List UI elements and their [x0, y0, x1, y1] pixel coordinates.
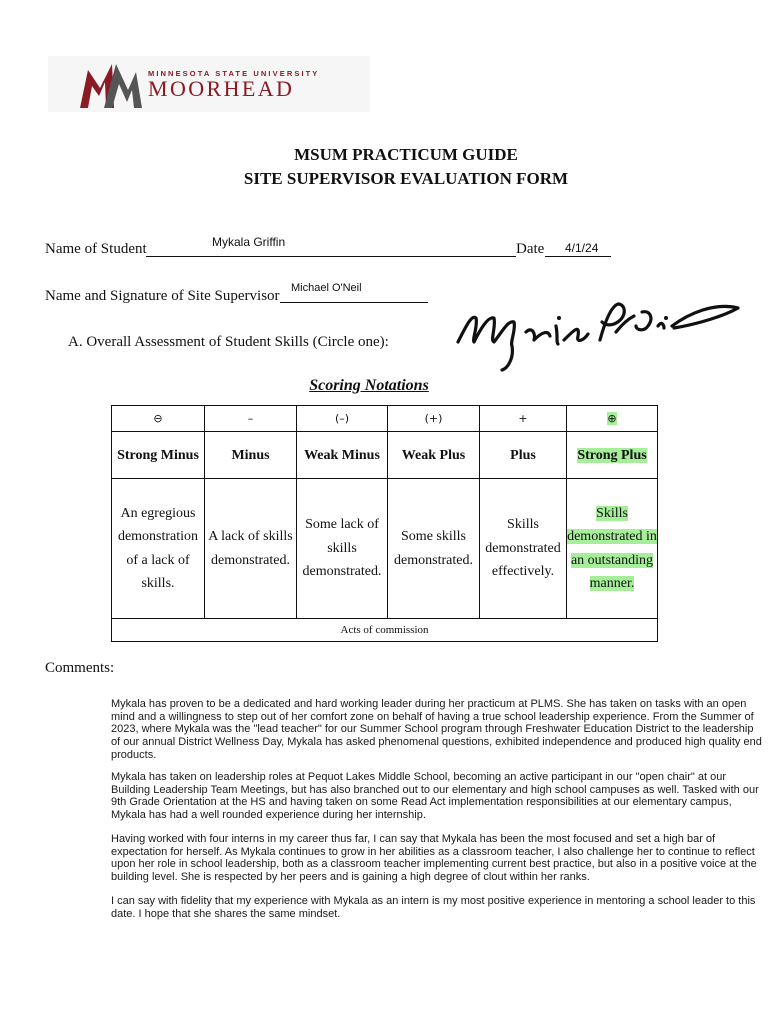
selected-symbol: ⊕ [607, 412, 617, 425]
description-weak-minus: Some lack of skills demonstrated. [297, 479, 388, 619]
symbol-row [112, 406, 658, 432]
supervisor-label: Name and Signature of Site Supervisor [45, 288, 280, 304]
selected-description: Skills demonstrated in an outstanding manner. [567, 505, 657, 591]
description-minus: A lack of skills demonstrated. [205, 479, 297, 619]
student-name-field[interactable]: Mykala Griffin [212, 235, 286, 249]
form-title-line2: SITE SUPERVISOR EVALUATION FORM [243, 169, 569, 188]
symbol-minus[interactable]: – [205, 406, 297, 432]
selected-rating: Strong Plus [577, 447, 647, 463]
rating-minus[interactable]: Minus [205, 432, 297, 479]
student-name-label: Name of Student [45, 241, 147, 257]
supervisor-line [280, 302, 428, 303]
description-strong-minus: An egregious demonstration of a lack of skills. [112, 479, 205, 619]
university-logo [48, 56, 370, 112]
symbol-strong-minus[interactable]: ⊖ [112, 406, 205, 432]
description-weak-plus: Some skills demonstrated. [388, 479, 480, 619]
comment-paragraph: I can say with fidelity that my experience with Mykala as an intern is my most positive experience in mentoring a school leader to this date. I hope that she shares the same mindset. [111, 895, 756, 920]
description-strong-plus [567, 479, 658, 619]
rating-plus[interactable]: Plus [480, 432, 567, 479]
supervisor-name-field[interactable]: Michael O'Neil [291, 282, 362, 294]
section-a-heading: A. Overall Assessment of Student Skills (Circle one): [68, 334, 389, 350]
description-plus: Skills demonstrated effectively. [480, 479, 567, 619]
symbol-plus[interactable]: + [480, 406, 567, 432]
comment-paragraph: Mykala has taken on leadership roles at Pequot Lakes Middle School, becoming an active participant in our "open chair" at our Building Leadership Team Meetings, but has also branched out to our elementary and high school campuses as well. Tasked with our 9th Grade Orientation at the HS and having taken on some Read Act implementation responsibilities at our elementary campus, Mykala has had a well rounded experience during her internship. [111, 771, 759, 822]
comments-label: Comments: [45, 660, 115, 676]
logo-title: MOORHEAD [148, 76, 295, 101]
table-footer: Acts of commission [112, 619, 658, 642]
date-field[interactable]: 4/1/24 [565, 241, 599, 255]
form-title-line1: MSUM PRACTICUM GUIDE [294, 145, 518, 164]
scoring-notations-title: Scoring Notations [309, 377, 429, 394]
symbol-weak-plus[interactable]: (+) [388, 406, 480, 432]
rating-name-row [112, 432, 658, 479]
rating-weak-plus[interactable]: Weak Plus [388, 432, 480, 479]
rating-strong-plus[interactable] [567, 432, 658, 479]
student-name-line [146, 256, 516, 257]
rating-strong-minus[interactable]: Strong Minus [112, 432, 205, 479]
msum-m-logo-icon [78, 60, 144, 110]
symbol-strong-plus[interactable] [567, 406, 658, 432]
logo-subtitle: MINNESOTA STATE UNIVERSITY [148, 69, 320, 78]
date-line [545, 256, 611, 257]
date-label: Date [516, 241, 545, 257]
comment-paragraph: Having worked with four interns in my career thus far, I can say that Mykala has been the most focused and set a high bar of expectation for herself. As Mykala continues to grow in her abilities as a classroom teacher, I also challenge her to continue to reflect upon her role in school leadership, both as a classroom teacher implementing current best practice, but also in a positive voice at the building level. She is respected by her peers and is gaining a high degree of clout within her ranks. [111, 833, 757, 884]
footer-row [112, 619, 658, 642]
description-row [112, 479, 658, 619]
scoring-table [111, 405, 658, 642]
supervisor-signature [452, 296, 742, 376]
comment-paragraph: Mykala has proven to be a dedicated and hard working leader during her practicum at PLMS. She has taken on tasks with an open mind and a willingness to step out of her comfort zone on behalf of having a true school leadership experience. From the Summer of 2023, where Mykala was the "lead teacher" for our Summer School program through Freshwater Education District to the leadership of our annual District Wellness Day, Mykala has asked phenomenal questions, exhibited independence and produced high quality end products. [111, 698, 762, 761]
symbol-weak-minus[interactable]: (–) [297, 406, 388, 432]
rating-weak-minus[interactable]: Weak Minus [297, 432, 388, 479]
